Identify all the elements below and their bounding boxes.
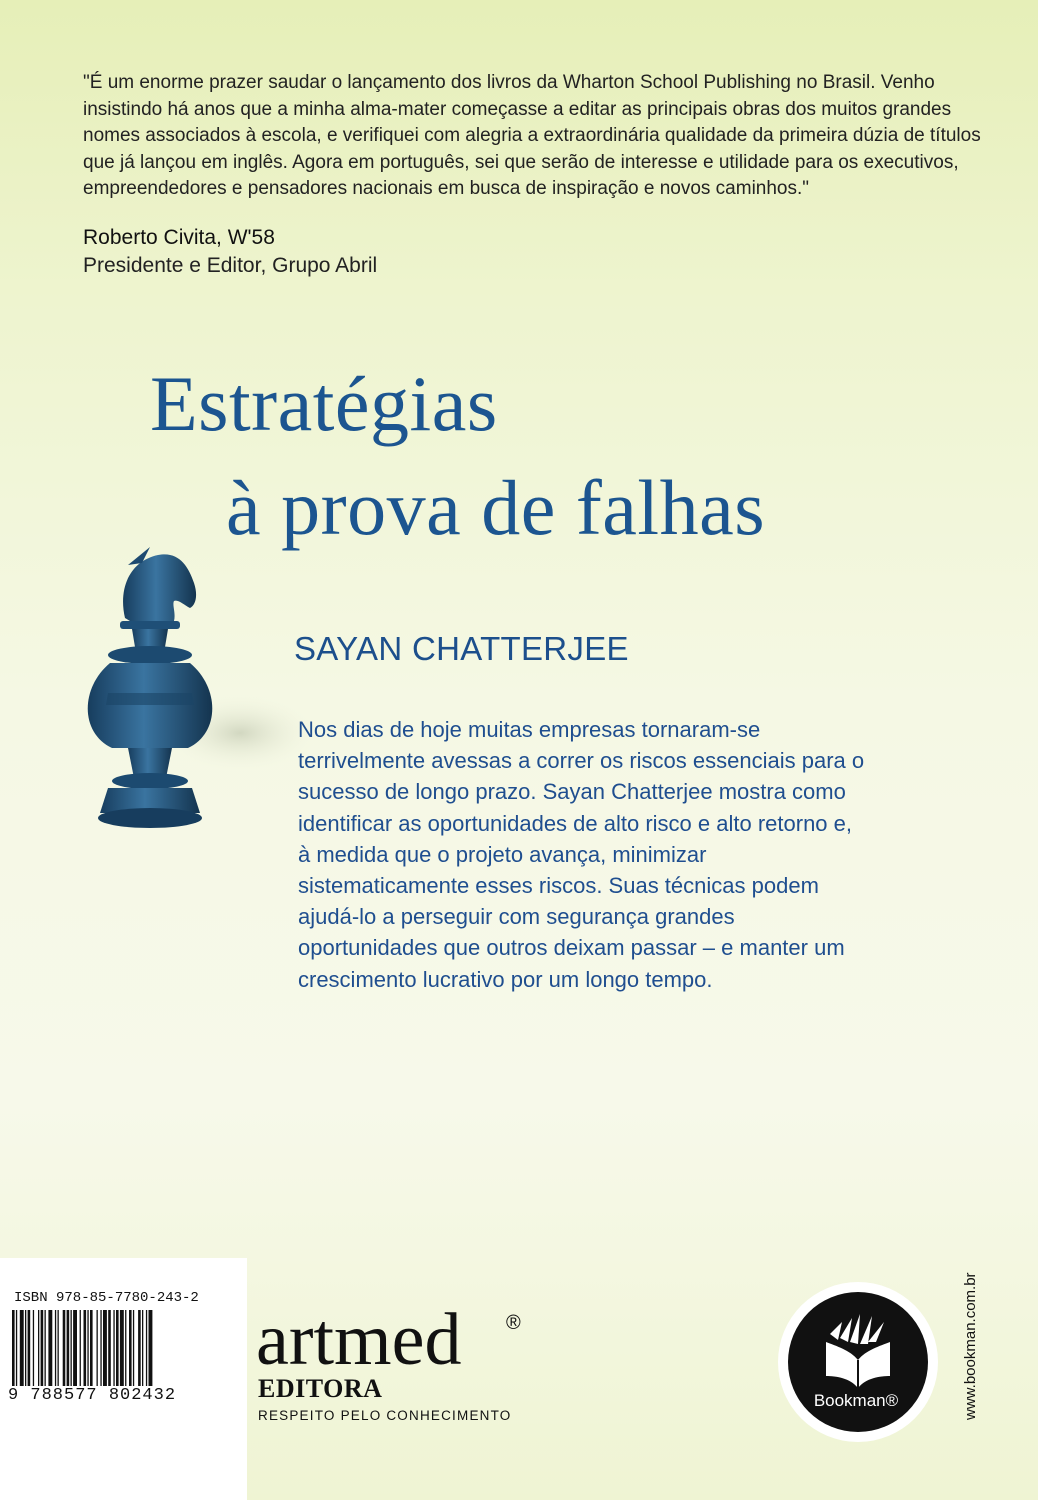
artmed-logo: artmed [256, 1299, 462, 1381]
endorsement-quote: "É um enorme prazer saudar o lançamento dos livros da Wharton School Publishing no Brasil. Venho insistindo há anos que a minha alma-mater começasse a editar as principais obras dos muitos grandes nomes associados à escola, e verifiquei com alegria a extraordinária qualidade da primeira dúzia de títulos que já lançou em inglês. Agora em português, sei que serão de interesse e utilidade para os executivos, empreendedores e pensadores nacionais em busca de inspiração e novos caminhos." [83, 72, 981, 199]
publisher-imprint: EDITORA [258, 1374, 383, 1403]
publisher-slogan: RESPEITO PELO CONHECIMENTO [258, 1408, 512, 1423]
endorser-role: Presidente e Editor, Grupo Abril [83, 254, 378, 277]
endorser-name: Roberto Civita, W'58 [83, 226, 275, 249]
title-line-2: à prova de falhas [226, 464, 766, 551]
bookman-url: www.bookman.com.br [962, 1272, 979, 1420]
title-line-1: Estratégias [150, 360, 498, 447]
bookman-logo-text: Bookman® [813, 1391, 899, 1410]
isbn-label: ISBN 978-85-7780-243-2 [14, 1290, 199, 1306]
book-title [150, 352, 1010, 560]
barcode-area [0, 1258, 247, 1500]
barcode-icon [12, 1310, 234, 1386]
bookman-logo [776, 1280, 940, 1444]
artmed-registered-mark: ® [506, 1312, 521, 1334]
book-blurb: Nos dias de hoje muitas empresas tornaram-se terrivelmente avessas a correr os riscos essenciais para o sucesso de longo prazo. Sayan Chatterjee mostra como identificar as oportunidades de alto risco e alto retorno e, à medida que o projeto avança, minimizar sistematicamente esses riscos. Suas técnicas podem ajudá-lo a perseguir com segurança grandes oportunidades que outros deixam passar – e manter um crescimento lucrativo por um longo tempo. [298, 717, 865, 992]
book-author: SAYAN CHATTERJEE [294, 630, 629, 667]
chess-knight-icon [70, 543, 310, 843]
barcode-digits: 9 788577 802432 [8, 1386, 177, 1405]
